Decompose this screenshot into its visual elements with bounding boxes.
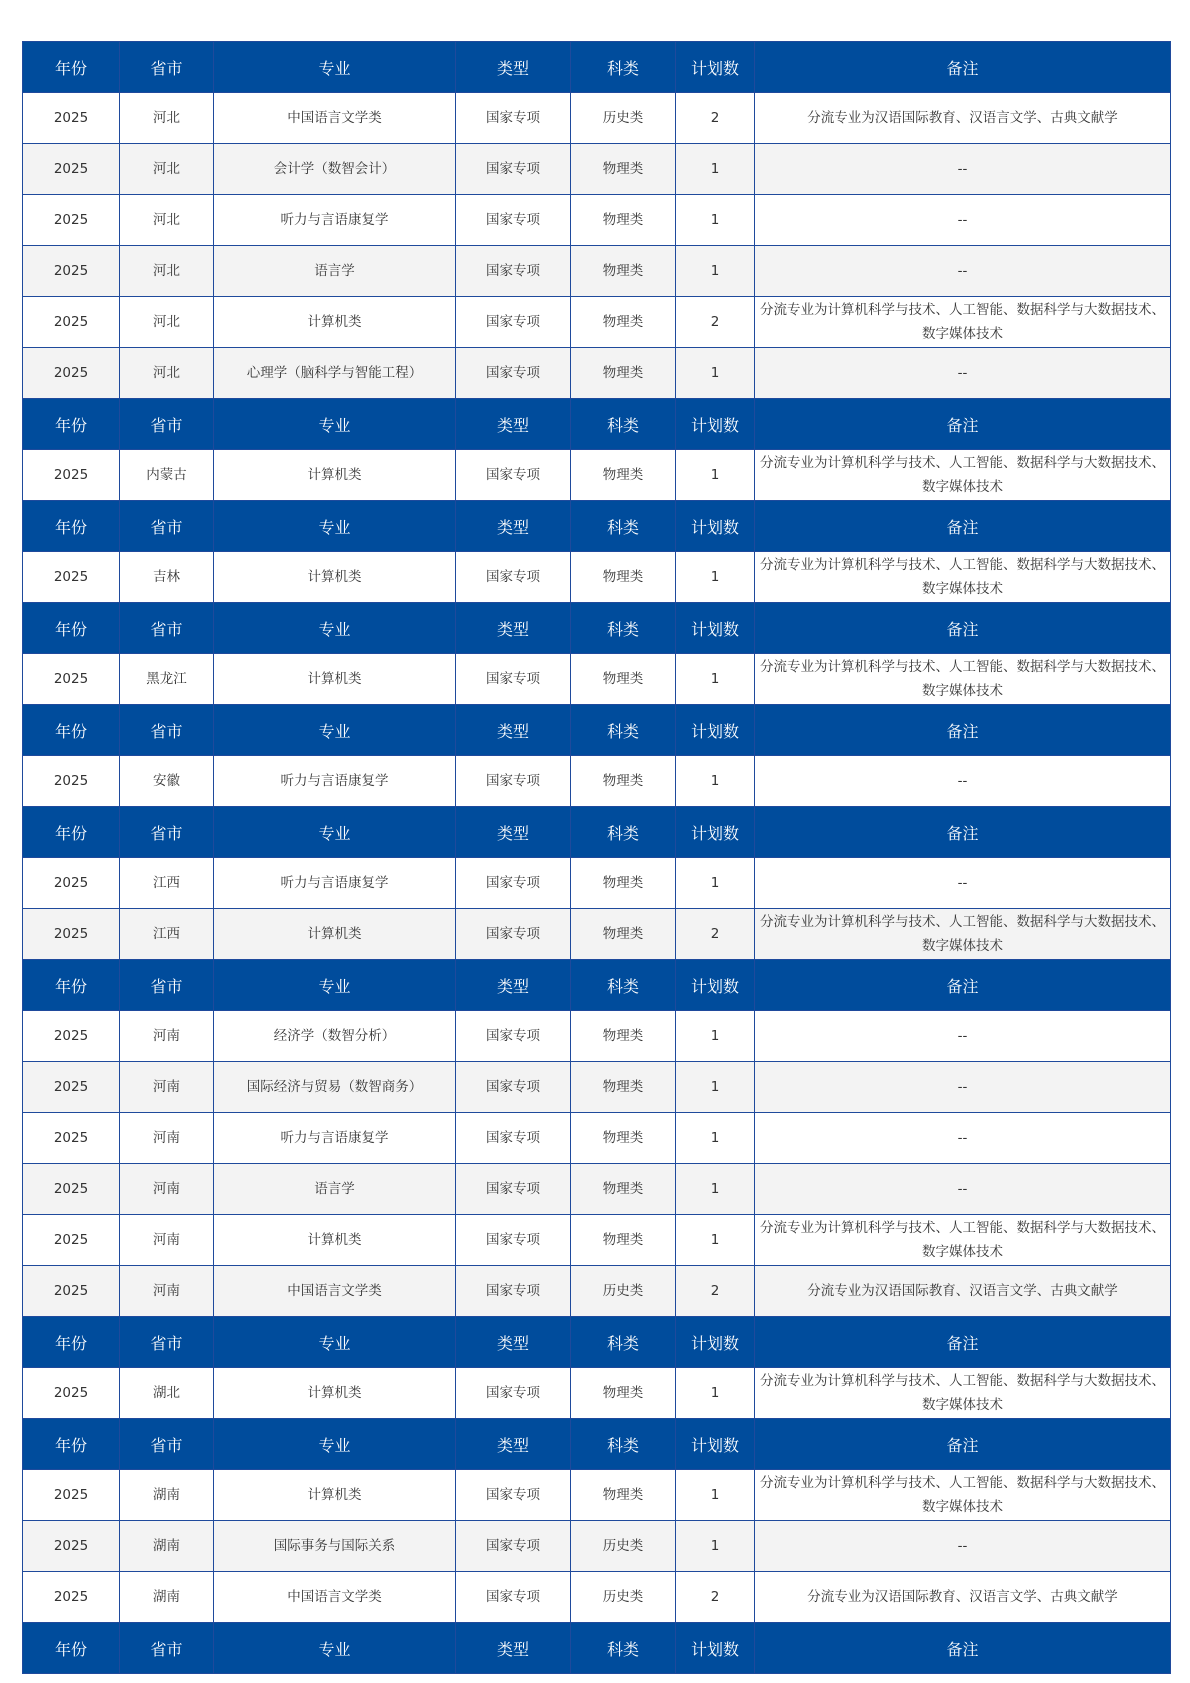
header-cell-major: 专业 [214,42,456,93]
cell-note: -- [755,246,1171,297]
header-cell-province: 省市 [120,42,214,93]
table-row [23,297,1171,348]
header-cell-note: 备注 [755,42,1171,93]
enrollment-plan-table-container [22,41,1170,1674]
cell-province: 湖南 [120,1521,214,1572]
header-cell-plan-count: 计划数 [676,705,755,756]
header-cell-subject: 科类 [571,42,676,93]
header-cell-plan-count: 计划数 [676,603,755,654]
cell-note: -- [755,1521,1171,1572]
table-body [23,42,1171,1674]
cell-year: 2025 [23,1062,120,1113]
table-row [23,1368,1171,1419]
table-row [23,756,1171,807]
header-cell-province: 省市 [120,1419,214,1470]
cell-major: 计算机类 [214,1215,456,1266]
cell-note: -- [755,348,1171,399]
header-cell-subject: 科类 [571,603,676,654]
table-row [23,1062,1171,1113]
header-cell-subject: 科类 [571,807,676,858]
table-header-row [23,1317,1171,1368]
header-cell-year: 年份 [23,1317,120,1368]
table-row [23,1011,1171,1062]
cell-note: -- [755,756,1171,807]
cell-major: 中国语言文学类 [214,1572,456,1623]
cell-plan-count: 2 [676,1266,755,1317]
cell-note: 分流专业为计算机科学与技术、人工智能、数据科学与大数据技术、数字媒体技术 [755,654,1171,705]
cell-plan-count: 1 [676,1470,755,1521]
cell-year: 2025 [23,552,120,603]
cell-plan-count: 1 [676,552,755,603]
header-cell-type: 类型 [456,1623,571,1674]
header-cell-province: 省市 [120,603,214,654]
cell-year: 2025 [23,1266,120,1317]
header-cell-note: 备注 [755,1419,1171,1470]
header-cell-type: 类型 [456,807,571,858]
cell-subject: 物理类 [571,654,676,705]
header-cell-plan-count: 计划数 [676,1317,755,1368]
cell-plan-count: 1 [676,1113,755,1164]
cell-note: 分流专业为计算机科学与技术、人工智能、数据科学与大数据技术、数字媒体技术 [755,552,1171,603]
header-cell-subject: 科类 [571,399,676,450]
cell-plan-count: 1 [676,1215,755,1266]
table-row [23,654,1171,705]
header-cell-plan-count: 计划数 [676,1419,755,1470]
cell-note: 分流专业为计算机科学与技术、人工智能、数据科学与大数据技术、数字媒体技术 [755,909,1171,960]
cell-type: 国家专项 [456,1011,571,1062]
cell-plan-count: 2 [676,1572,755,1623]
cell-plan-count: 2 [676,93,755,144]
cell-subject: 物理类 [571,1470,676,1521]
cell-type: 国家专项 [456,654,571,705]
cell-province: 黑龙江 [120,654,214,705]
header-cell-plan-count: 计划数 [676,42,755,93]
cell-year: 2025 [23,1368,120,1419]
table-header-row [23,399,1171,450]
cell-type: 国家专项 [456,246,571,297]
table-row [23,1572,1171,1623]
table-header-row [23,501,1171,552]
cell-type: 国家专项 [456,1215,571,1266]
cell-type: 国家专项 [456,1572,571,1623]
header-cell-type: 类型 [456,960,571,1011]
cell-plan-count: 1 [676,1011,755,1062]
table-header-row [23,1419,1171,1470]
cell-plan-count: 2 [676,297,755,348]
cell-type: 国家专项 [456,858,571,909]
cell-plan-count: 1 [676,195,755,246]
header-cell-major: 专业 [214,1317,456,1368]
cell-major: 计算机类 [214,450,456,501]
header-cell-major: 专业 [214,1419,456,1470]
cell-year: 2025 [23,654,120,705]
cell-plan-count: 1 [676,756,755,807]
cell-subject: 历史类 [571,1572,676,1623]
header-cell-note: 备注 [755,807,1171,858]
header-cell-type: 类型 [456,501,571,552]
header-cell-province: 省市 [120,1317,214,1368]
cell-type: 国家专项 [456,348,571,399]
cell-major: 会计学（数智会计） [214,144,456,195]
header-cell-major: 专业 [214,807,456,858]
cell-subject: 物理类 [571,246,676,297]
table-row [23,1215,1171,1266]
cell-type: 国家专项 [456,552,571,603]
cell-province: 吉林 [120,552,214,603]
cell-year: 2025 [23,1572,120,1623]
header-cell-province: 省市 [120,807,214,858]
table-row [23,1521,1171,1572]
cell-plan-count: 1 [676,1368,755,1419]
header-cell-plan-count: 计划数 [676,399,755,450]
header-cell-year: 年份 [23,501,120,552]
cell-plan-count: 1 [676,1521,755,1572]
table-header-row [23,807,1171,858]
enrollment-plan-table [22,41,1171,1674]
cell-province: 湖南 [120,1572,214,1623]
cell-note: 分流专业为计算机科学与技术、人工智能、数据科学与大数据技术、数字媒体技术 [755,1215,1171,1266]
cell-subject: 物理类 [571,450,676,501]
cell-year: 2025 [23,1521,120,1572]
header-cell-year: 年份 [23,807,120,858]
header-cell-note: 备注 [755,1317,1171,1368]
cell-province: 河北 [120,297,214,348]
table-header-row [23,603,1171,654]
header-cell-type: 类型 [456,1317,571,1368]
header-cell-major: 专业 [214,960,456,1011]
cell-type: 国家专项 [456,144,571,195]
cell-subject: 物理类 [571,144,676,195]
cell-type: 国家专项 [456,297,571,348]
cell-note: 分流专业为汉语国际教育、汉语言文学、古典文献学 [755,1266,1171,1317]
cell-major: 中国语言文学类 [214,93,456,144]
cell-province: 江西 [120,858,214,909]
header-cell-province: 省市 [120,399,214,450]
cell-province: 河北 [120,246,214,297]
cell-year: 2025 [23,1470,120,1521]
cell-province: 湖北 [120,1368,214,1419]
cell-major: 国际经济与贸易（数智商务） [214,1062,456,1113]
cell-type: 国家专项 [456,1368,571,1419]
cell-major: 听力与言语康复学 [214,1113,456,1164]
cell-province: 河北 [120,348,214,399]
cell-note: 分流专业为计算机科学与技术、人工智能、数据科学与大数据技术、数字媒体技术 [755,297,1171,348]
cell-subject: 历史类 [571,93,676,144]
cell-subject: 物理类 [571,1062,676,1113]
cell-year: 2025 [23,246,120,297]
cell-subject: 历史类 [571,1266,676,1317]
header-cell-subject: 科类 [571,1419,676,1470]
cell-province: 内蒙古 [120,450,214,501]
cell-note: 分流专业为计算机科学与技术、人工智能、数据科学与大数据技术、数字媒体技术 [755,1470,1171,1521]
cell-major: 计算机类 [214,1368,456,1419]
cell-note: 分流专业为汉语国际教育、汉语言文学、古典文献学 [755,1572,1171,1623]
cell-subject: 历史类 [571,1521,676,1572]
cell-type: 国家专项 [456,93,571,144]
cell-type: 国家专项 [456,1062,571,1113]
cell-note: -- [755,858,1171,909]
table-header-row [23,1623,1171,1674]
table-row [23,1266,1171,1317]
cell-year: 2025 [23,858,120,909]
header-cell-subject: 科类 [571,960,676,1011]
cell-type: 国家专项 [456,1470,571,1521]
header-cell-plan-count: 计划数 [676,501,755,552]
header-cell-subject: 科类 [571,705,676,756]
cell-type: 国家专项 [456,1266,571,1317]
cell-major: 听力与言语康复学 [214,858,456,909]
header-cell-major: 专业 [214,603,456,654]
table-row [23,1113,1171,1164]
header-cell-note: 备注 [755,705,1171,756]
header-cell-type: 类型 [456,1419,571,1470]
table-row [23,1470,1171,1521]
cell-major: 计算机类 [214,909,456,960]
cell-province: 河南 [120,1215,214,1266]
table-header-row [23,960,1171,1011]
header-cell-plan-count: 计划数 [676,807,755,858]
table-header-row [23,42,1171,93]
cell-note: 分流专业为计算机科学与技术、人工智能、数据科学与大数据技术、数字媒体技术 [755,450,1171,501]
cell-year: 2025 [23,450,120,501]
cell-year: 2025 [23,1011,120,1062]
header-cell-year: 年份 [23,399,120,450]
cell-province: 河北 [120,144,214,195]
cell-year: 2025 [23,1113,120,1164]
table-row [23,450,1171,501]
header-cell-note: 备注 [755,501,1171,552]
cell-province: 湖南 [120,1470,214,1521]
cell-note: -- [755,1164,1171,1215]
table-row [23,1164,1171,1215]
cell-plan-count: 1 [676,1062,755,1113]
cell-major: 听力与言语康复学 [214,195,456,246]
cell-subject: 物理类 [571,1011,676,1062]
header-cell-note: 备注 [755,960,1171,1011]
header-cell-type: 类型 [456,603,571,654]
cell-year: 2025 [23,1164,120,1215]
header-cell-subject: 科类 [571,501,676,552]
cell-major: 计算机类 [214,654,456,705]
cell-type: 国家专项 [456,756,571,807]
cell-province: 安徽 [120,756,214,807]
cell-subject: 物理类 [571,909,676,960]
cell-year: 2025 [23,93,120,144]
cell-province: 江西 [120,909,214,960]
header-cell-province: 省市 [120,705,214,756]
table-header-row [23,705,1171,756]
cell-plan-count: 1 [676,246,755,297]
cell-plan-count: 1 [676,144,755,195]
table-row [23,552,1171,603]
cell-subject: 物理类 [571,1164,676,1215]
table-row [23,195,1171,246]
cell-type: 国家专项 [456,909,571,960]
cell-province: 河南 [120,1011,214,1062]
cell-year: 2025 [23,1215,120,1266]
cell-type: 国家专项 [456,450,571,501]
table-row [23,858,1171,909]
cell-major: 听力与言语康复学 [214,756,456,807]
cell-province: 河北 [120,195,214,246]
header-cell-type: 类型 [456,705,571,756]
table-row [23,144,1171,195]
cell-major: 中国语言文学类 [214,1266,456,1317]
table-row [23,909,1171,960]
cell-subject: 物理类 [571,858,676,909]
header-cell-province: 省市 [120,501,214,552]
table-row [23,246,1171,297]
cell-subject: 物理类 [571,552,676,603]
cell-note: -- [755,1062,1171,1113]
cell-note: 分流专业为汉语国际教育、汉语言文学、古典文献学 [755,93,1171,144]
cell-province: 河北 [120,93,214,144]
cell-type: 国家专项 [456,1521,571,1572]
cell-major: 语言学 [214,1164,456,1215]
header-cell-year: 年份 [23,960,120,1011]
table-row [23,93,1171,144]
header-cell-subject: 科类 [571,1317,676,1368]
cell-type: 国家专项 [456,1164,571,1215]
header-cell-note: 备注 [755,399,1171,450]
cell-year: 2025 [23,348,120,399]
cell-year: 2025 [23,297,120,348]
cell-province: 河南 [120,1266,214,1317]
header-cell-year: 年份 [23,603,120,654]
cell-plan-count: 2 [676,909,755,960]
cell-note: -- [755,1113,1171,1164]
header-cell-year: 年份 [23,1419,120,1470]
header-cell-plan-count: 计划数 [676,1623,755,1674]
cell-major: 计算机类 [214,552,456,603]
header-cell-note: 备注 [755,1623,1171,1674]
header-cell-subject: 科类 [571,1623,676,1674]
cell-year: 2025 [23,909,120,960]
cell-subject: 物理类 [571,756,676,807]
header-cell-year: 年份 [23,705,120,756]
cell-major: 计算机类 [214,1470,456,1521]
cell-subject: 物理类 [571,195,676,246]
cell-major: 心理学（脑科学与智能工程） [214,348,456,399]
header-cell-major: 专业 [214,705,456,756]
cell-type: 国家专项 [456,1113,571,1164]
header-cell-plan-count: 计划数 [676,960,755,1011]
cell-subject: 物理类 [571,1368,676,1419]
cell-year: 2025 [23,144,120,195]
header-cell-major: 专业 [214,399,456,450]
cell-subject: 物理类 [571,1215,676,1266]
cell-province: 河南 [120,1062,214,1113]
cell-type: 国家专项 [456,195,571,246]
cell-subject: 物理类 [571,348,676,399]
cell-subject: 物理类 [571,1113,676,1164]
header-cell-province: 省市 [120,1623,214,1674]
header-cell-year: 年份 [23,42,120,93]
header-cell-province: 省市 [120,960,214,1011]
cell-year: 2025 [23,756,120,807]
header-cell-major: 专业 [214,1623,456,1674]
cell-major: 经济学（数智分析） [214,1011,456,1062]
cell-note: -- [755,144,1171,195]
header-cell-major: 专业 [214,501,456,552]
cell-plan-count: 1 [676,654,755,705]
cell-major: 语言学 [214,246,456,297]
cell-major: 计算机类 [214,297,456,348]
cell-plan-count: 1 [676,858,755,909]
cell-year: 2025 [23,195,120,246]
cell-subject: 物理类 [571,297,676,348]
cell-province: 河南 [120,1164,214,1215]
cell-note: -- [755,1011,1171,1062]
cell-plan-count: 1 [676,1164,755,1215]
header-cell-type: 类型 [456,399,571,450]
cell-major: 国际事务与国际关系 [214,1521,456,1572]
header-cell-year: 年份 [23,1623,120,1674]
cell-plan-count: 1 [676,450,755,501]
cell-note: -- [755,195,1171,246]
cell-province: 河南 [120,1113,214,1164]
header-cell-type: 类型 [456,42,571,93]
cell-note: 分流专业为计算机科学与技术、人工智能、数据科学与大数据技术、数字媒体技术 [755,1368,1171,1419]
cell-plan-count: 1 [676,348,755,399]
header-cell-note: 备注 [755,603,1171,654]
table-row [23,348,1171,399]
